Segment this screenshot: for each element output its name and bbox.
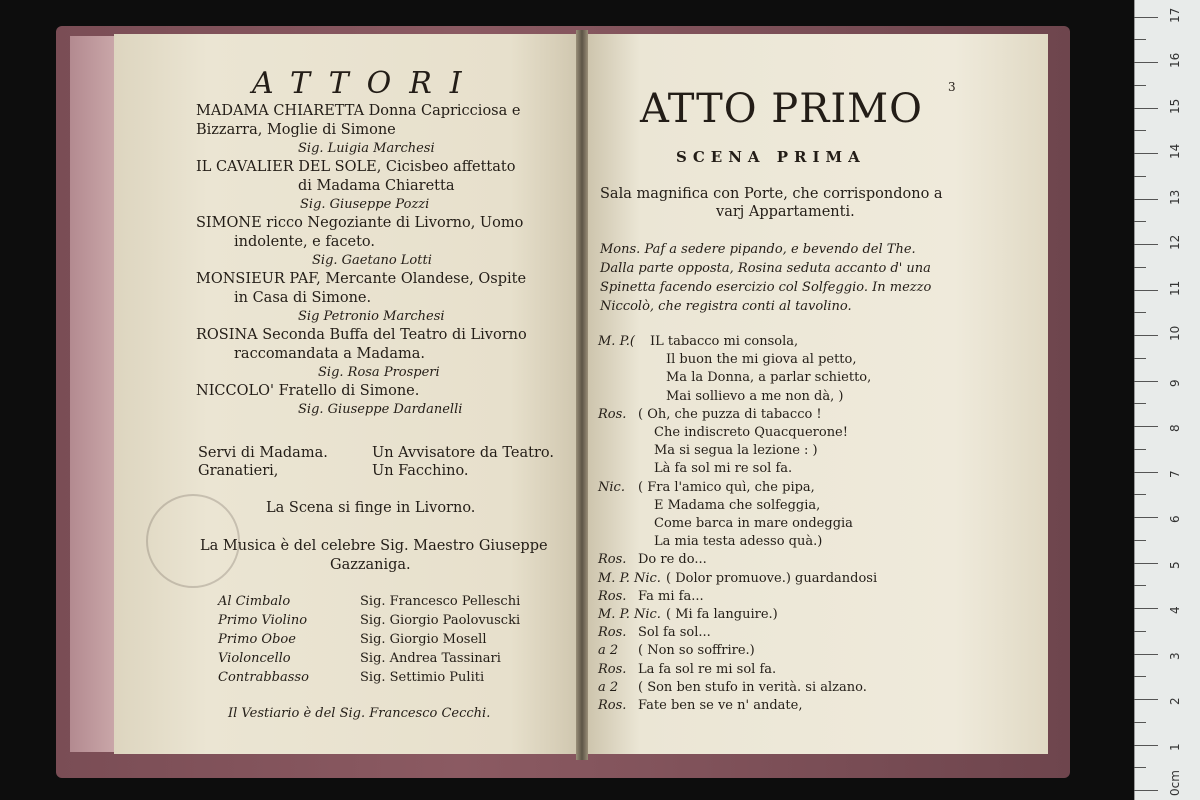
ruler-number: 8 (1168, 424, 1182, 432)
speaker-label: Ros. (598, 625, 627, 641)
cast-role-line-1: SIMONE ricco Negoziante di Livorno, Uomo (196, 215, 524, 231)
speaker-label: M. P. Nic. (598, 570, 661, 586)
ruler-tick (1134, 290, 1158, 291)
ruler-tick (1134, 472, 1158, 473)
stage-direction-line: Spinetta facendo esercizio col Solfeggio. In mezzo (600, 280, 932, 295)
ruler-half-tick (1134, 267, 1146, 268)
ruler-tick (1134, 62, 1158, 63)
orchestra-role: Contrabbasso (218, 670, 309, 685)
ruler-number: 11 (1168, 280, 1182, 296)
speaker-label: Ros. (598, 406, 627, 422)
ruler-half-tick (1134, 221, 1146, 222)
cast-role-line-1: IL CAVALIER DEL SOLE, Cicisbeo affettato (196, 159, 516, 175)
cast-role-line-2: raccomandata a Madama. (234, 346, 425, 362)
dialogue-line: Ma si segua la lezione : ) (654, 443, 818, 459)
speaker-label: Ros. (598, 588, 627, 604)
cast-role-line-1: ROSINA Seconda Buffa del Teatro di Livorno (196, 327, 527, 343)
dialogue-line: ( Fra l'amico quì, che pipa, (638, 479, 815, 495)
ruler-tick (1134, 199, 1158, 200)
orchestra-role: Al Cimbalo (218, 594, 291, 609)
ruler-half-tick (1134, 403, 1146, 404)
ruler-half-tick (1134, 631, 1146, 632)
cast-singer: Sig Petronio Marchesi (298, 309, 445, 324)
ruler-half-tick (1134, 176, 1146, 177)
music-credit-line-1: La Musica è del celebre Sig. Maestro Giuseppe (200, 538, 548, 554)
dialogue-line: ( Mi fa languire.) (666, 607, 778, 622)
ruler-number: 9 (1168, 378, 1182, 387)
extras-left-2: Granatieri, (198, 463, 279, 479)
orchestra-player: Sig. Giorgio Mosell (360, 632, 487, 647)
ruler-half-tick (1134, 358, 1146, 359)
orchestra-role: Primo Violino (218, 613, 308, 628)
cast-role-line-1: NICCOLO' Fratello di Simone. (196, 383, 420, 399)
cast-role-line-2: di Madama Chiaretta (298, 178, 455, 194)
orchestra-player: Sig. Andrea Tassinari (360, 651, 501, 666)
ruler-tick (1134, 335, 1158, 336)
ruler-tick (1134, 608, 1158, 609)
ruler-half-tick (1134, 130, 1146, 131)
ruler-number: 10 (1168, 325, 1182, 341)
ruler-number: 1 (1168, 742, 1182, 751)
stage-direction-line: Dalla parte opposta, Rosina seduta accanto d' una (600, 261, 931, 276)
ruler-number: 15 (1168, 98, 1182, 114)
orchestra-player: Sig. Francesco Pelleschi (360, 594, 521, 609)
ruler-tick (1134, 563, 1158, 564)
ruler-half-tick (1134, 676, 1146, 677)
speaker-label: Ros. (598, 552, 627, 568)
ruler-half-tick (1134, 722, 1146, 723)
dialogue-line: Mai sollievo a me non dà, ) (666, 388, 844, 404)
dialogue-line: Il buon the mi giova al petto, (666, 352, 857, 368)
ruler-half-tick (1134, 449, 1146, 450)
endpaper (70, 36, 114, 752)
act-title: ATTO PRIMO (640, 86, 923, 132)
ruler-tick (1134, 790, 1158, 791)
ruler-number: 12 (1168, 234, 1182, 250)
cast-singer: Sig. Rosa Prosperi (318, 365, 440, 380)
ruler-tick (1134, 381, 1158, 382)
extras-right-2: Un Facchino. (372, 463, 469, 479)
cast-singer: Sig. Giuseppe Dardanelli (298, 402, 463, 417)
stage-direction-line: Niccolò, che registra conti al tavolino. (600, 299, 852, 314)
ruler-tick (1134, 17, 1158, 18)
ruler-tick (1134, 108, 1158, 109)
ruler-half-tick (1134, 85, 1146, 86)
ruler-tick (1134, 699, 1158, 700)
dialogue-line: ( Dolor promuove.) guardandosi (666, 570, 878, 586)
dialogue-line: IL tabacco mi consola, (650, 334, 799, 349)
music-credit-line-2: Gazzaniga. (330, 557, 411, 573)
ruler-half-tick (1134, 540, 1146, 541)
ruler-half-tick (1134, 312, 1146, 313)
ruler-half-tick (1134, 585, 1146, 586)
dialogue-line: Ma la Donna, a parlar schietto, (666, 370, 872, 386)
speaker-label: a 2 (598, 643, 619, 659)
orchestra-player: Sig. Settimio Puliti (360, 670, 485, 685)
cast-singer: Sig. Luigia Marchesi (298, 141, 435, 156)
ruler-tick (1134, 517, 1158, 518)
ruler-number: 16 (1168, 52, 1182, 68)
ruler-half-tick (1134, 494, 1146, 495)
cast-singer: Sig. Gaetano Lotti (312, 253, 432, 268)
ruler-number: 17 (1168, 7, 1182, 23)
setting-line-1: Sala magnifica con Porte, che corrispondono a (600, 186, 943, 202)
ruler-tick (1134, 153, 1158, 154)
page-number: 3 (948, 80, 956, 94)
costume-credit: Il Vestiario è del Sig. Francesco Cecchi. (228, 706, 491, 721)
scene-note: La Scena si finge in Livorno. (266, 500, 476, 516)
book-gutter (576, 30, 588, 760)
ruler-number: 4 (1168, 606, 1182, 614)
dialogue-line: Do re do... (638, 552, 707, 568)
extras-right-1: Un Avvisatore da Teatro. (372, 445, 554, 461)
ruler-number: 14 (1168, 143, 1182, 159)
dialogue-line: ( Son ben stufo in verità. si alzano. (638, 679, 867, 695)
dialogue-line: ( Oh, che puzza di tabacco ! (638, 406, 822, 422)
cast-role-line-1: MONSIEUR PAF, Mercante Olandese, Ospite (196, 271, 527, 287)
dialogue-line: ( Non so soffrire.) (638, 643, 755, 659)
setting-line-2: varj Appartamenti. (716, 204, 855, 220)
dialogue-line: Là fa sol mi re sol fa. (654, 461, 793, 477)
ruler-number: 2 (1168, 697, 1182, 705)
cast-singer: Sig. Giuseppe Pozzi (300, 197, 430, 212)
speaker-label: a 2 (598, 679, 619, 695)
cast-heading: ATTORI (252, 66, 480, 101)
ruler-number: 0cm (1168, 770, 1182, 796)
speaker-label: M. P.( (598, 334, 635, 349)
dialogue-line: E Madama che solfeggia, (654, 497, 821, 513)
ruler-tick (1134, 244, 1158, 245)
speaker-label: Nic. (598, 479, 625, 495)
ruler-tick (1134, 745, 1158, 746)
dialogue-line: Sol fa sol... (638, 625, 711, 641)
cast-role-line-1: MADAMA CHIARETTA Donna Capricciosa e (196, 103, 521, 119)
ruler-tick (1134, 426, 1158, 427)
ruler-half-tick (1134, 767, 1146, 768)
cast-role-line-2: Bizzarra, Moglie di Simone (196, 122, 396, 138)
dialogue-line: Fa mi fa... (638, 588, 704, 604)
ruler-half-tick (1134, 39, 1146, 40)
orchestra-role: Violoncello (218, 651, 291, 666)
ruler-number: 5 (1168, 560, 1182, 569)
dialogue-line: Fate ben se ve n' andate, (638, 698, 803, 713)
orchestra-player: Sig. Giorgio Paolovuscki (360, 613, 521, 628)
extras-left-1: Servi di Madama. (198, 445, 328, 461)
cast-role-line-2: indolente, e faceto. (234, 234, 375, 250)
ruler-tick (1134, 654, 1158, 655)
measuring-ruler (1134, 0, 1200, 800)
dialogue-line: Che indiscreto Quacquerone! (654, 425, 848, 440)
scene-title: SCENA PRIMA (676, 148, 866, 166)
ruler-number: 7 (1168, 469, 1182, 478)
dialogue-line: Come barca in mare ondeggia (654, 516, 853, 531)
ruler-number: 13 (1168, 189, 1182, 205)
speaker-label: Ros. (598, 661, 627, 677)
orchestra-role: Primo Oboe (218, 632, 296, 647)
ruler-number: 3 (1168, 651, 1182, 660)
cast-role-line-2: in Casa di Simone. (234, 290, 372, 306)
ruler-number: 6 (1168, 515, 1182, 523)
dialogue-line: La mia testa adesso quà.) (654, 534, 823, 550)
dialogue-line: La fa sol re mi sol fa. (638, 661, 777, 677)
stage-direction-line: Mons. Paf a sedere pipando, e bevendo del The. (600, 242, 916, 257)
speaker-label: Ros. (598, 698, 627, 713)
speaker-label: M. P. Nic. (598, 607, 661, 622)
